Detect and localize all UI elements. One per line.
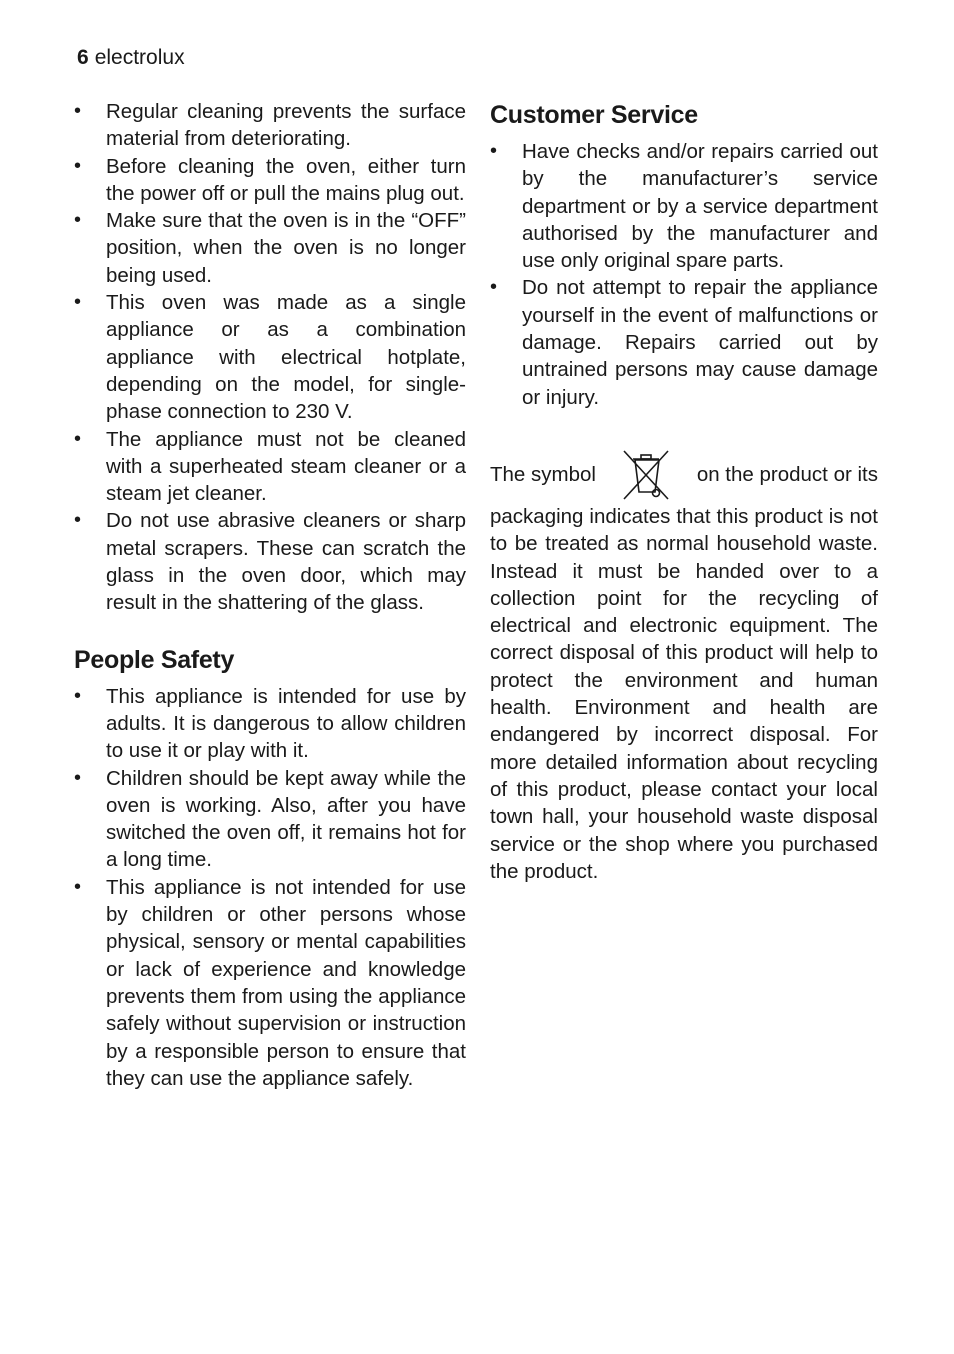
list-item: • Have checks and/or repairs carried out by the manufacturer’s service department or by a service department authorised by the manufacturer and use only original spare parts. <box>490 138 878 274</box>
customer-service-list <box>490 138 878 411</box>
list-item: • This appliance is intended for use by adults. It is dangerous to allow children to use it or play with it. <box>74 683 466 765</box>
list-item: • The appliance must not be cleaned with a superheated steam cleaner or a steam jet cleaner. <box>74 426 466 508</box>
brand-name: electrolux <box>94 46 185 69</box>
list-item: • Make sure that the oven is in the “OFF” position, when the oven is no longer being used. <box>74 207 466 289</box>
list-item: • Before cleaning the oven, either turn the power off or pull the mains plug out. <box>74 153 466 208</box>
left-column <box>74 98 466 1092</box>
page-header <box>77 44 185 72</box>
people-safety-heading: People Safety <box>74 645 235 674</box>
list-item: • Children should be kept away while the oven is working. Also, after you have switched the oven off, it remains hot for a long time. <box>74 765 466 874</box>
list-item: • This oven was made as a single appliance or as a combination appliance with electrical hotplate, depending on the model, for single-phase connection to 230 V. <box>74 289 466 425</box>
right-column <box>490 98 878 906</box>
symbol-text-before: The symbol <box>490 463 596 487</box>
symbol-line <box>490 447 878 503</box>
list-item: • Regular cleaning prevents the surface material from deteriorating. <box>74 98 466 153</box>
list-item: • Do not attempt to repair the appliance yourself in the event of malfunctions or damage. Repairs carried out by untrained persons may cause damage or injury. <box>490 274 878 410</box>
crossed-out-wheelie-bin-icon <box>620 447 672 503</box>
people-safety-list <box>74 683 466 1092</box>
disposal-paragraph: packaging indicates that this product is not to be treated as normal household waste. Instead it must be handed over to a collection point for the recycling of electrical and electronic equipment. The correct disposal of this product will help to protect the environment and human health. Environment and health are endangered by incorrect disposal. For more detailed information about recycling of this product, please contact your local town hall, your household waste disposal service or the shop where you purchased the product. <box>490 504 878 883</box>
symbol-text-after: on the product or its <box>696 463 878 487</box>
customer-service-heading: Customer Service <box>490 101 698 129</box>
list-item: • This appliance is not intended for use by children or other persons whose physical, sensory or mental capabilities or lack of experience and knowledge prevents them from using the appliance safely without supervision or instruction by a responsible person to ensure that they can use the appliance safely. <box>74 874 466 1092</box>
cleaning-list <box>74 98 466 617</box>
list-item: • Do not use abrasive cleaners or sharp metal scrapers. These can scratch the glass in the oven door, which may result in the shattering of the glass. <box>74 507 466 616</box>
page-number: 6 <box>77 46 89 69</box>
